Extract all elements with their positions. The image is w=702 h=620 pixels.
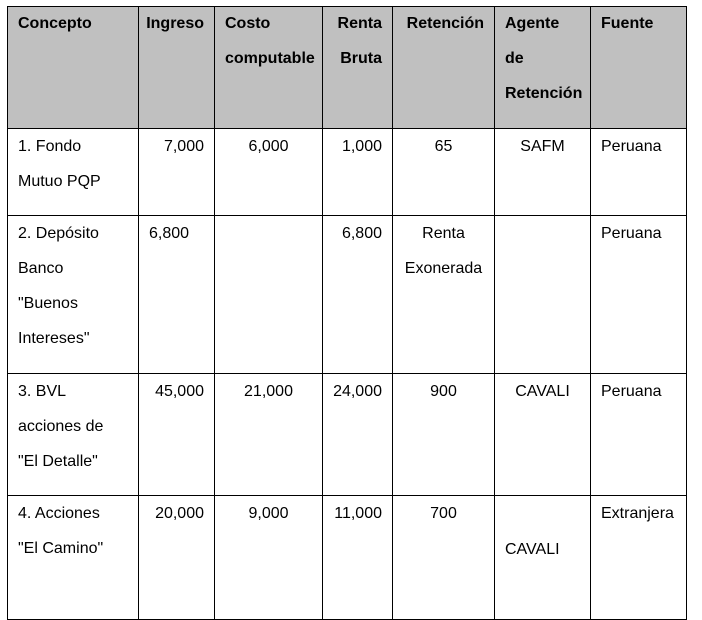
cell-renta: 24,000 bbox=[323, 374, 393, 496]
table-row bbox=[8, 374, 687, 496]
header-costo: Costo computable bbox=[215, 7, 323, 129]
cell-fuente: Peruana bbox=[591, 374, 687, 496]
income-table bbox=[7, 6, 687, 620]
header-agente: Agente de Retención bbox=[495, 7, 591, 129]
cell-costo: 6,000 bbox=[215, 129, 323, 216]
table-row bbox=[8, 216, 687, 374]
cell-ingreso: 7,000 bbox=[139, 129, 215, 216]
cell-costo: 21,000 bbox=[215, 374, 323, 496]
cell-concepto: 3. BVL acciones de "El Detalle" bbox=[8, 374, 139, 496]
cell-concepto: 1. Fondo Mutuo PQP bbox=[8, 129, 139, 216]
cell-ingreso: 45,000 bbox=[139, 374, 215, 496]
cell-renta: 6,800 bbox=[323, 216, 393, 374]
cell-agente: SAFM bbox=[495, 129, 591, 216]
cell-renta: 1,000 bbox=[323, 129, 393, 216]
cell-retencion: 65 bbox=[393, 129, 495, 216]
cell-retencion: Renta Exonerada bbox=[393, 216, 495, 374]
cell-retencion: 900 bbox=[393, 374, 495, 496]
cell-ingreso: 20,000 bbox=[139, 496, 215, 620]
cell-ingreso: 6,800 bbox=[139, 216, 215, 374]
cell-costo: 9,000 bbox=[215, 496, 323, 620]
header-concepto: Concepto bbox=[8, 7, 139, 129]
cell-agente: CAVALI bbox=[495, 496, 591, 620]
table-row bbox=[8, 129, 687, 216]
header-ingreso: Ingreso bbox=[139, 7, 215, 129]
cell-concepto: 2. Depósito Banco "Buenos Intereses" bbox=[8, 216, 139, 374]
cell-agente bbox=[495, 216, 591, 374]
header-renta: Renta Bruta bbox=[323, 7, 393, 129]
cell-fuente: Peruana bbox=[591, 216, 687, 374]
cell-fuente: Peruana bbox=[591, 129, 687, 216]
cell-renta: 11,000 bbox=[323, 496, 393, 620]
header-row bbox=[8, 7, 687, 129]
header-fuente: Fuente bbox=[591, 7, 687, 129]
cell-agente: CAVALI bbox=[495, 374, 591, 496]
header-retencion: Retención bbox=[393, 7, 495, 129]
table-row bbox=[8, 496, 687, 620]
cell-concepto: 4. Acciones "El Camino" bbox=[8, 496, 139, 620]
cell-retencion: 700 bbox=[393, 496, 495, 620]
cell-fuente: Extranjera bbox=[591, 496, 687, 620]
cell-costo bbox=[215, 216, 323, 374]
